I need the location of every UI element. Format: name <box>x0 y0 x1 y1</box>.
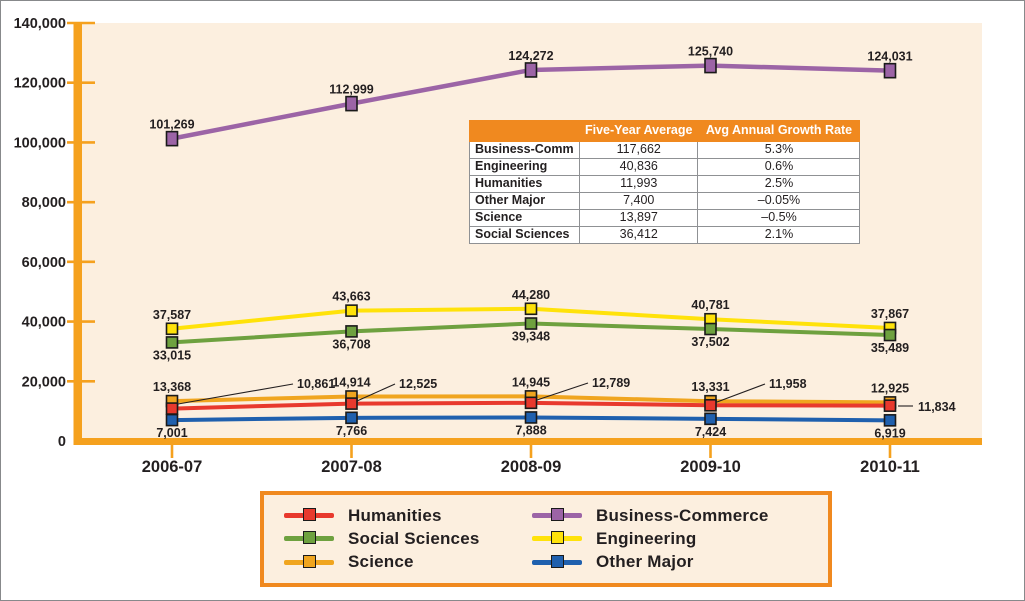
data-label: 37,587 <box>152 307 192 322</box>
data-label: 124,272 <box>508 48 554 63</box>
y-axis-label: 20,000 <box>21 374 66 391</box>
data-label: 6,919 <box>874 426 906 441</box>
data-label: 36,708 <box>332 337 371 352</box>
data-point-marker <box>705 413 716 424</box>
data-label: 10,861 <box>297 377 336 391</box>
business-commerce-line-swatch-icon <box>532 513 582 518</box>
legend-item-engineering <box>532 527 820 550</box>
data-label: 125,740 <box>687 44 734 59</box>
data-point-marker <box>526 303 537 314</box>
table-header-growth-rate: Avg Annual Growth Rate <box>698 121 860 142</box>
table-cell-growth: 2.1% <box>698 227 860 244</box>
table-cell-growth: –0.5% <box>698 210 860 227</box>
table-row <box>470 142 860 159</box>
table-row-label: Science <box>470 210 580 227</box>
legend-item-humanities <box>284 504 532 527</box>
table-cell-average: 11,993 <box>580 176 698 193</box>
table-row-label: Engineering <box>470 159 580 176</box>
table-row-label: Business-Comm <box>470 142 580 159</box>
engineering-line-swatch-icon <box>532 536 582 541</box>
data-label: 44,280 <box>511 287 551 302</box>
y-axis-label: 100,000 <box>13 135 66 152</box>
data-point-marker <box>346 97 357 111</box>
table-header-blank <box>470 121 580 142</box>
data-point-marker <box>705 59 716 73</box>
table-row <box>470 210 860 227</box>
y-axis-label: 120,000 <box>13 75 66 92</box>
table-row <box>470 193 860 210</box>
data-label: 39,348 <box>511 329 551 344</box>
data-label: 7,766 <box>335 423 368 438</box>
data-point-marker <box>346 305 357 316</box>
data-point-marker <box>167 337 178 348</box>
data-label: 37,867 <box>870 306 910 321</box>
data-point-marker <box>167 132 178 146</box>
data-label: 14,914 <box>332 375 371 390</box>
legend-label: Social Sciences <box>348 528 480 548</box>
table-cell-growth: 0.6% <box>698 159 860 176</box>
y-axis-label: 0 <box>57 434 66 450</box>
humanities-line-swatch-icon <box>284 513 334 518</box>
other-major-line-swatch-icon <box>532 560 582 565</box>
data-label: 43,663 <box>332 289 371 304</box>
data-point-marker <box>346 326 357 337</box>
data-label: 13,331 <box>691 380 730 395</box>
five-year-average-table <box>469 120 860 244</box>
data-label: 7,424 <box>694 424 727 439</box>
chart-legend <box>260 491 832 587</box>
data-label: 37,502 <box>691 335 730 350</box>
data-point-marker <box>167 403 178 414</box>
data-point-marker <box>346 412 357 423</box>
data-label: 33,015 <box>152 348 192 363</box>
data-label: 101,269 <box>149 117 195 132</box>
table-cell-average: 117,662 <box>580 142 698 159</box>
table-cell-growth: –0.05% <box>698 193 860 210</box>
table-row-label: Social Sciences <box>470 227 580 244</box>
data-label: 7,001 <box>156 426 188 441</box>
data-point-marker <box>526 318 537 329</box>
legend-item-science <box>284 551 532 574</box>
table-row <box>470 159 860 176</box>
table-cell-growth: 5.3% <box>698 142 860 159</box>
legend-item-other-major <box>532 551 820 574</box>
x-axis-label: 2007-08 <box>321 458 382 476</box>
data-label: 124,031 <box>867 49 913 64</box>
y-axis-label: 40,000 <box>21 314 66 331</box>
data-label: 35,489 <box>870 341 910 356</box>
data-point-marker <box>885 415 896 426</box>
data-point-marker <box>526 397 537 408</box>
legend-label: Engineering <box>596 528 697 548</box>
table-cell-growth: 2.5% <box>698 176 860 193</box>
data-label: 12,525 <box>399 377 438 391</box>
data-label: 12,925 <box>870 381 910 396</box>
data-label: 11,834 <box>918 400 956 414</box>
y-axis-bar <box>74 23 83 445</box>
legend-label: Other Major <box>596 552 694 572</box>
x-axis-label: 2008-09 <box>500 458 562 476</box>
x-axis-label: 2006-07 <box>141 458 203 476</box>
x-axis-label: 2009-10 <box>680 458 741 476</box>
table-cell-average: 40,836 <box>580 159 698 176</box>
data-point-marker <box>167 415 178 426</box>
table-row <box>470 176 860 193</box>
data-point-marker <box>885 64 896 78</box>
data-label: 14,945 <box>511 375 551 390</box>
legend-label: Business-Commerce <box>596 505 769 525</box>
legend-item-social-sciences <box>284 527 532 550</box>
data-point-marker <box>885 400 896 411</box>
data-point-marker <box>167 323 178 334</box>
table-cell-average: 36,412 <box>580 227 698 244</box>
legend-label: Humanities <box>348 505 442 525</box>
data-label: 13,368 <box>152 380 192 395</box>
data-point-marker <box>705 400 716 411</box>
data-point-marker <box>346 398 357 409</box>
table-cell-average: 13,897 <box>580 210 698 227</box>
data-point-marker <box>526 63 537 77</box>
data-label: 12,789 <box>592 376 631 390</box>
data-point-marker <box>885 330 896 341</box>
data-label: 112,999 <box>329 82 374 97</box>
y-axis-label: 60,000 <box>21 254 66 271</box>
data-point-marker <box>705 324 716 335</box>
data-label: 11,958 <box>769 377 807 391</box>
data-label: 7,888 <box>515 423 547 438</box>
table-row-label: Other Major <box>470 193 580 210</box>
legend-item-business-commerce <box>532 504 820 527</box>
table-header-row <box>470 121 860 142</box>
y-axis-label: 140,000 <box>13 16 66 32</box>
table-cell-average: 7,400 <box>580 193 698 210</box>
y-axis-label: 80,000 <box>21 195 66 212</box>
social-sciences-line-swatch-icon <box>284 536 334 541</box>
data-label: 40,781 <box>691 298 730 313</box>
table-row-label: Humanities <box>470 176 580 193</box>
x-axis-label: 2010-11 <box>860 458 920 476</box>
x-axis-bar <box>74 438 983 445</box>
data-point-marker <box>526 412 537 423</box>
table-header-five-year-average: Five-Year Average <box>580 121 698 142</box>
table-row <box>470 227 860 244</box>
legend-label: Science <box>348 552 414 572</box>
science-line-swatch-icon <box>284 560 334 565</box>
